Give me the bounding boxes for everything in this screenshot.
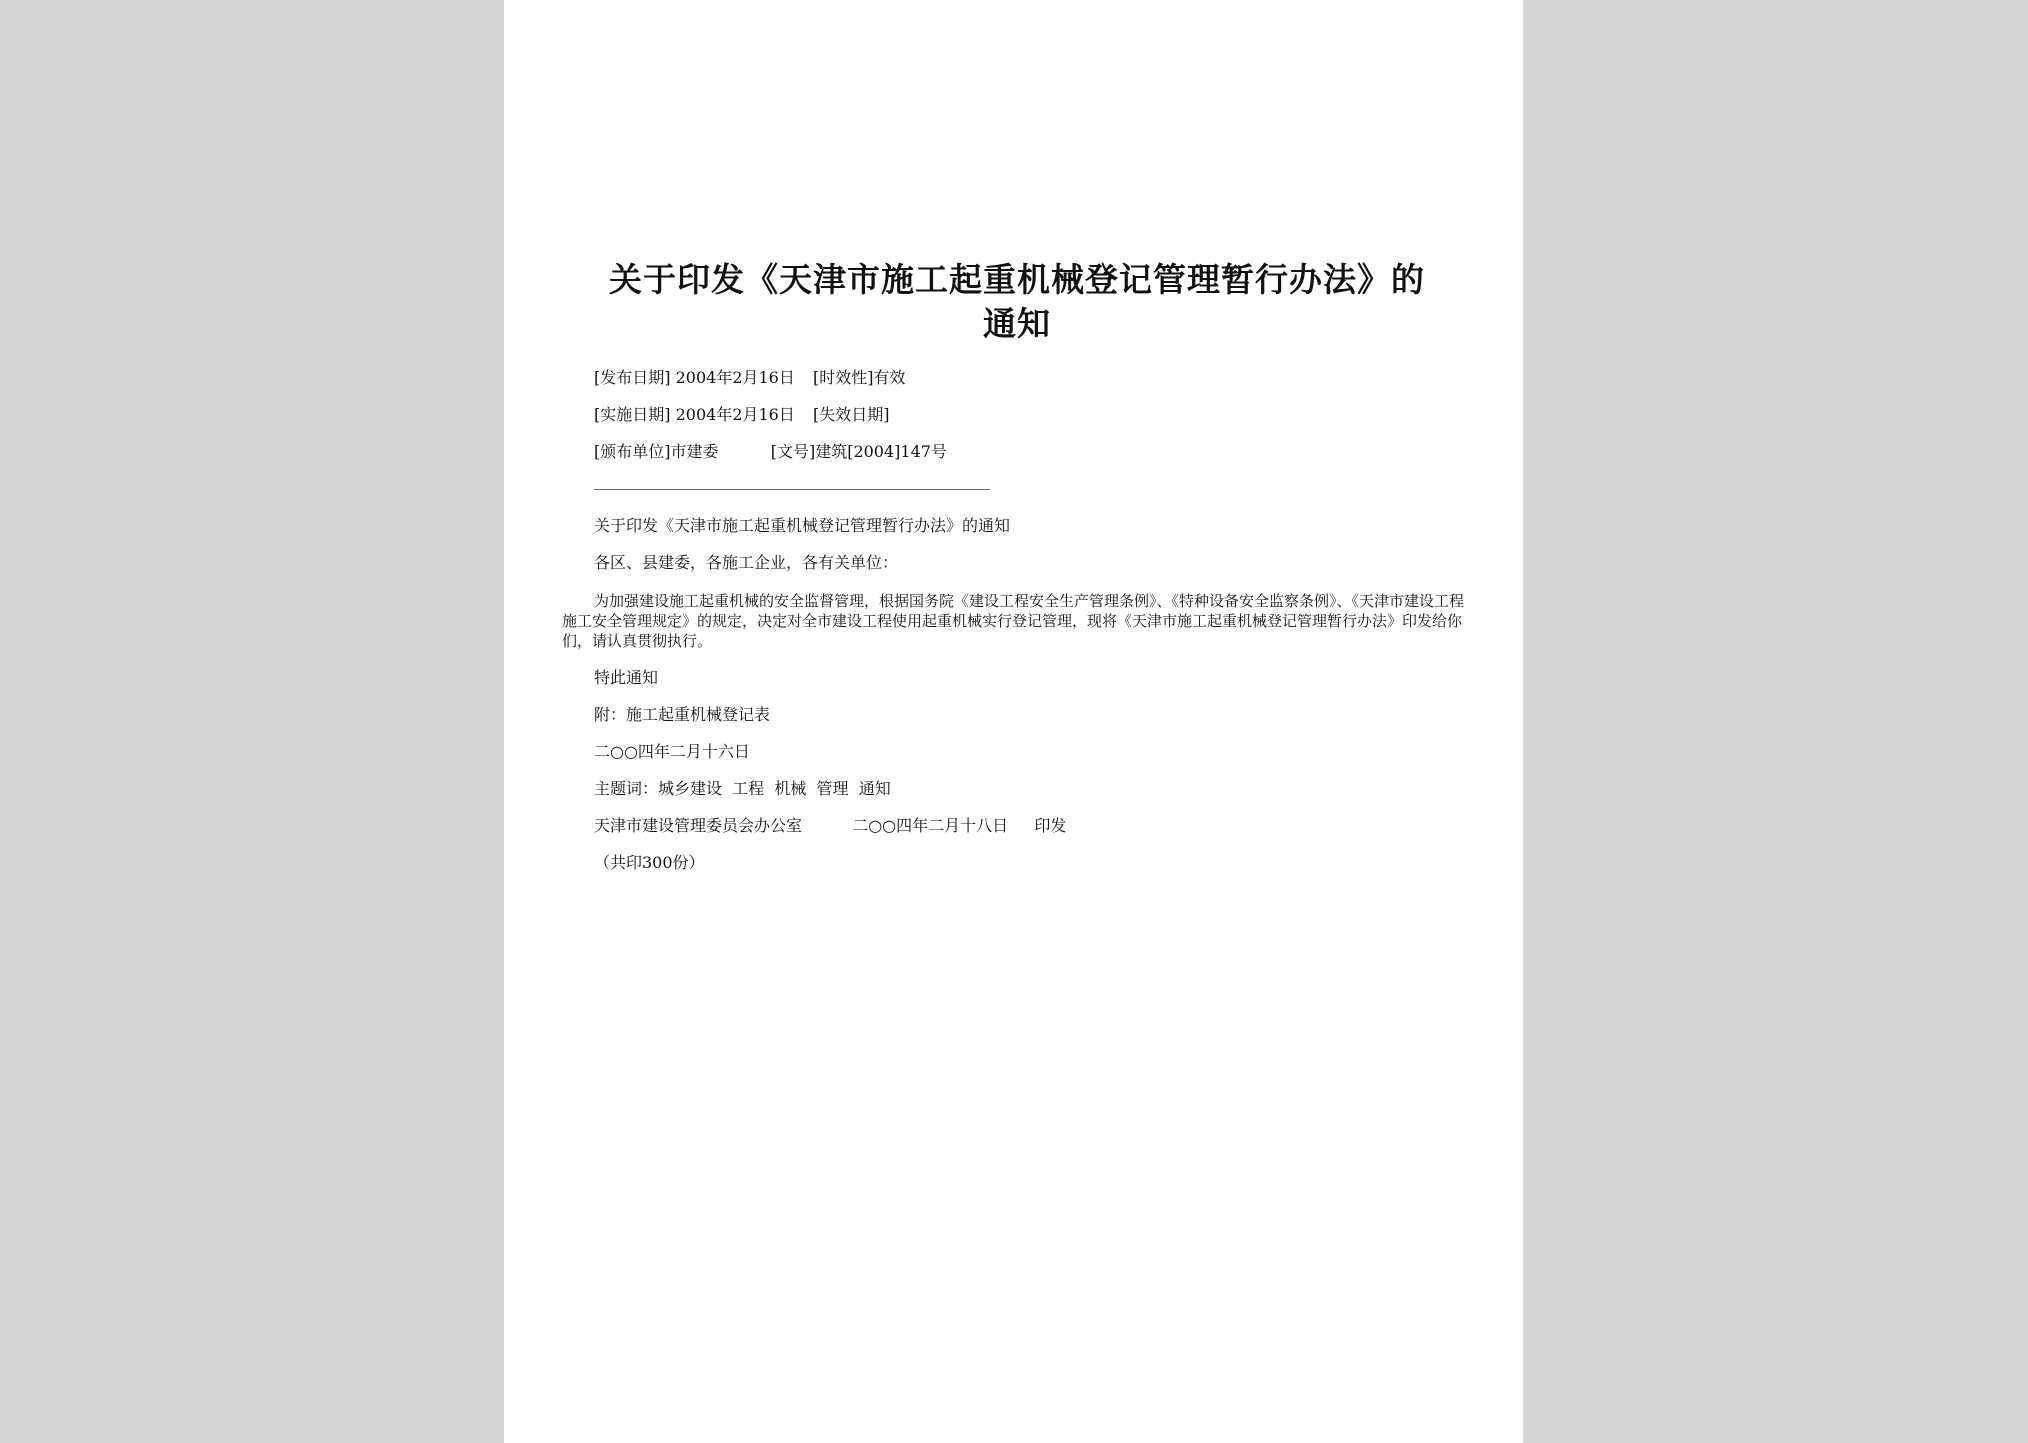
validity-value: 有效 [873,368,906,387]
body-paragraph: 为加强建设施工起重机械的安全监督管理，根据国务院《建设工程安全生产管理条例》、《特种设备安全监察条例》、《天津市建设工程施工安全管理规定》的规定，决定对全市建设工程使用起重机械实行登记管理，现将《天津市施工起重机械登记管理暂行办法》印发给你们，请认真贯彻执行。 [562,592,1465,650]
publish-date-label: [发布日期] [594,368,671,387]
meta-row-publish [594,368,906,388]
attachment-line: 附：施工起重机械登记表 [594,705,771,724]
recipients: 各区、县建委，各施工企业，各有关单位： [594,553,899,572]
separator-rule [594,489,990,490]
copies-note: （共印300份） [594,853,705,872]
print-date: 二○○四年二月十八日 [852,816,1009,835]
validity-label: [时效性] [813,368,874,387]
print-line [594,816,1066,836]
closing-line: 特此通知 [594,668,659,687]
document-title [562,258,1472,346]
document-page [504,0,1523,1443]
issuing-office: 天津市建设管理委员会办公室 [594,816,803,835]
publish-date: 2004年2月16日 [675,368,795,387]
print-label: 印发 [1034,816,1067,835]
document-date: 二○○四年二月十六日 [594,742,750,761]
document-subtitle: 关于印发《天津市施工起重机械登记管理暂行办法》的通知 [594,516,1011,535]
title-line-2: 通知 [983,304,1051,343]
issuer-label: [颁布单位] [594,442,671,461]
meta-row-effective [594,405,890,425]
effective-date-label: [实施日期] [594,405,671,424]
keywords-line: 主题词：城乡建设 工程 机械 管理 通知 [594,779,891,798]
effective-date: 2004年2月16日 [675,405,795,424]
doc-no-label: [文号] [770,442,816,461]
doc-no-value: 建筑[2004]147号 [815,442,947,461]
issuer-value: 市建委 [670,442,719,461]
title-line-1: 关于印发《天津市施工起重机械登记管理暂行办法》的 [609,260,1425,299]
meta-row-issuer [594,442,947,462]
expiry-label: [失效日期] [813,405,890,424]
